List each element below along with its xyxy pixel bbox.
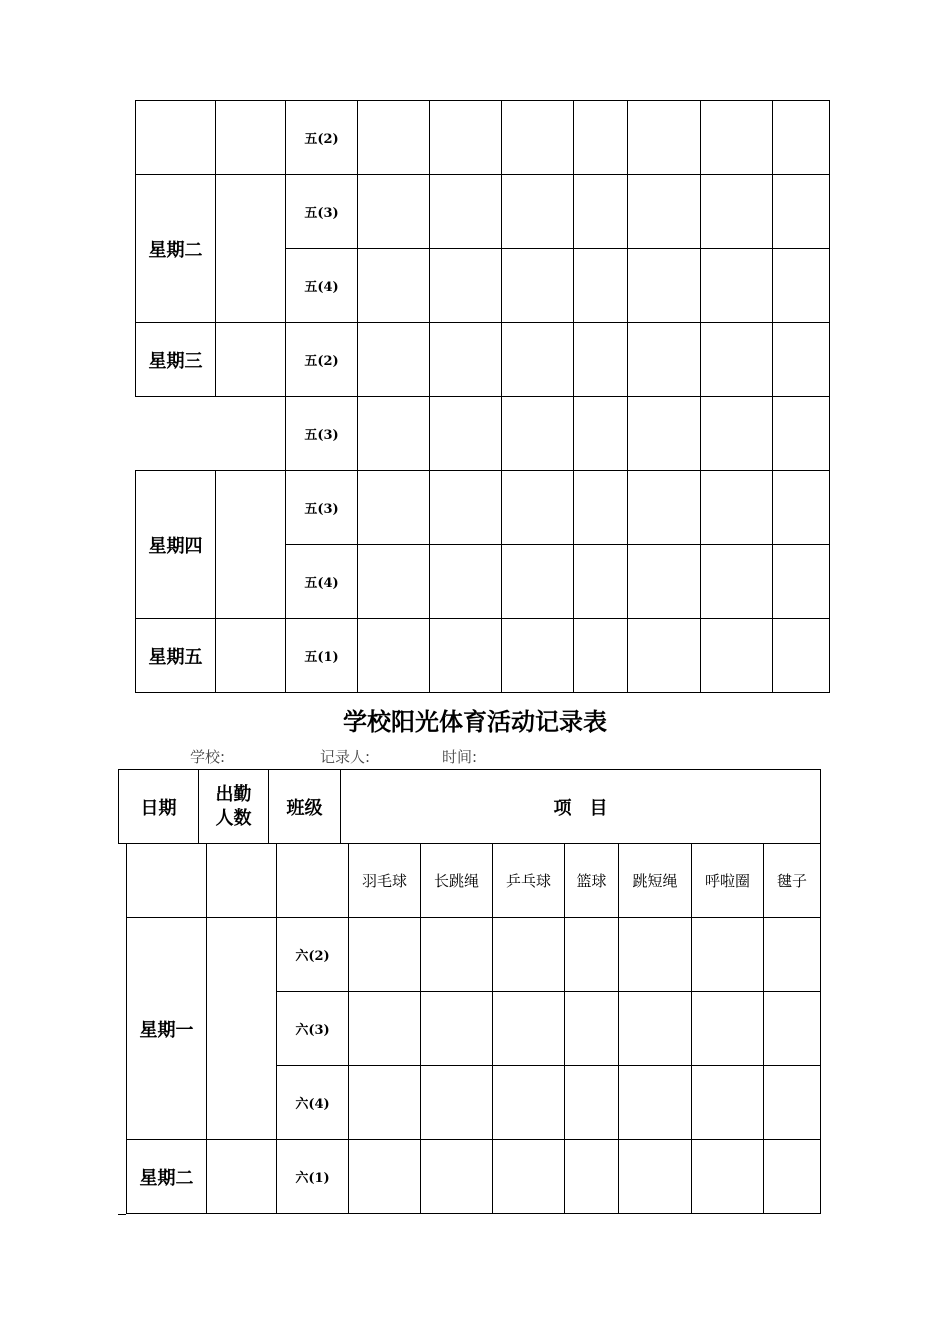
class-cell: 五(3) xyxy=(286,175,358,249)
attendance-header-line1: 出勤 xyxy=(215,783,252,805)
class-cell: 六(3) xyxy=(277,992,349,1066)
class-cell: 六(2) xyxy=(277,918,349,992)
attendance-cell xyxy=(216,101,286,175)
time-label: 时间: xyxy=(442,748,478,766)
attendance-header-line2: 人数 xyxy=(215,807,252,829)
class-cell: 五(4) xyxy=(286,545,358,619)
class-cell: 五(3) xyxy=(286,471,358,545)
day-cell xyxy=(136,101,216,175)
sport-header: 乒乓球 xyxy=(493,844,565,918)
attendance-cell xyxy=(216,175,286,323)
table-row xyxy=(136,619,830,693)
table-row xyxy=(127,1140,821,1214)
table-row xyxy=(136,175,830,249)
page-title: 学校阳光体育活动记录表 xyxy=(343,707,607,736)
table-row xyxy=(136,101,830,175)
day-cell: 星期五 xyxy=(136,619,216,693)
class-cell: 五(2) xyxy=(286,323,358,397)
sport-header: 长跳绳 xyxy=(421,844,493,918)
attendance-header xyxy=(199,770,269,844)
class-cell: 五(4) xyxy=(286,249,358,323)
table-row xyxy=(127,918,821,992)
sport-header: 跳短绳 xyxy=(619,844,692,918)
date-header: 日期 xyxy=(119,770,199,844)
school-label: 学校: xyxy=(190,748,226,766)
table-row xyxy=(136,323,830,397)
day-cell: 星期三 xyxy=(136,323,216,397)
table-row xyxy=(136,471,830,545)
day-cell: 星期四 xyxy=(136,471,216,619)
recorder-label: 记录人: xyxy=(320,748,371,766)
class-cell: 五(3) xyxy=(286,397,358,471)
attendance-cell xyxy=(207,918,277,1140)
upper-record-table xyxy=(135,100,830,693)
class-cell: 六(4) xyxy=(277,1066,349,1140)
sport-header: 羽毛球 xyxy=(349,844,421,918)
attendance-cell xyxy=(216,471,286,619)
day-cell: 星期一 xyxy=(127,918,207,1140)
class-header: 班级 xyxy=(269,770,341,844)
class-cell: 五(2) xyxy=(286,101,358,175)
attendance-cell xyxy=(216,619,286,693)
header-row xyxy=(119,770,821,844)
attendance-cell xyxy=(207,1140,277,1214)
day-cell: 星期二 xyxy=(136,175,216,323)
attendance-cell xyxy=(216,323,286,397)
sport-header: 篮球 xyxy=(565,844,619,918)
items-header: 项 目 xyxy=(341,770,821,844)
sports-row xyxy=(127,844,821,918)
border-tick xyxy=(118,1214,126,1215)
table-row xyxy=(136,397,830,471)
class-cell: 五(1) xyxy=(286,619,358,693)
lower-table-header xyxy=(118,769,821,844)
sport-header: 毽子 xyxy=(764,844,821,918)
sport-header: 呼啦圈 xyxy=(692,844,764,918)
lower-record-table xyxy=(126,843,821,1214)
day-cell: 星期二 xyxy=(127,1140,207,1214)
class-cell: 六(1) xyxy=(277,1140,349,1214)
